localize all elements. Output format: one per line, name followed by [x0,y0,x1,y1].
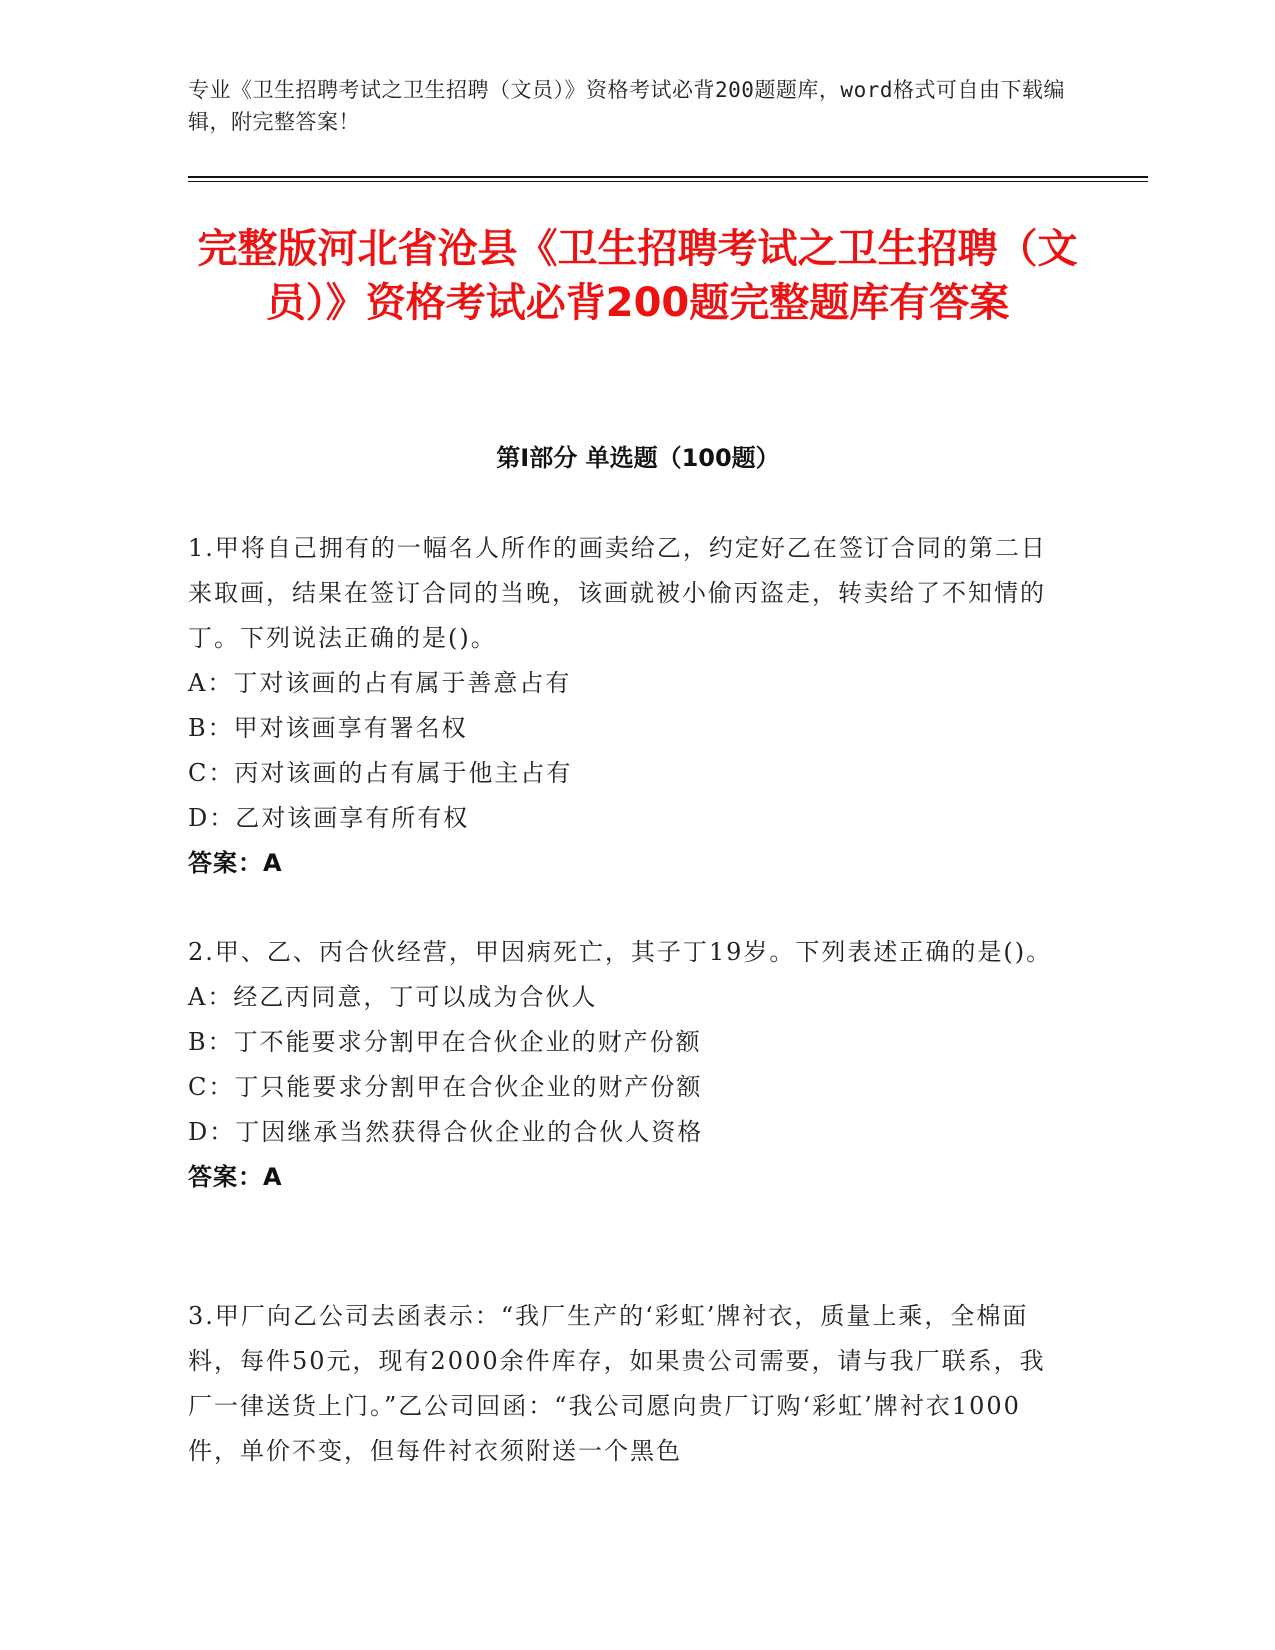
option-a: A：丁对该画的占有属于善意占有 [188,669,572,697]
option-c: C：丙对该画的占有属于他主占有 [188,759,573,787]
header-note: 专业《卫生招聘考试之卫生招聘（文员）》资格考试必背200题题库，word格式可自由下载编辑，附完整答案！ [188,78,1065,134]
option-b: B：丁不能要求分割甲在合伙企业的财产份额 [188,1028,702,1056]
answer-line: 答案：A [188,849,283,877]
question-item [188,930,1068,1200]
option-b: B：甲对该画享有署名权 [188,714,468,742]
question-text: 3.甲厂向乙公司去函表示：“我厂生产的‘彩虹’牌衬衣，质量上乘，全棉面料，每件50元，现有2000余件库存，如果贵公司需要，请与我厂联系，我厂一律送货上门。”乙公司回函：“我公司愿向贵厂订购‘彩虹’牌衬衣1000件，单价不变，但每件衬衣须附送一个黑色 [188,1302,1046,1465]
document-title: 完整版河北省沧县《卫生招聘考试之卫生招聘（文员）》资格考试必背200题完整题库有答案 [197,226,1078,326]
option-d: D：丁因继承当然获得合伙企业的合伙人资格 [188,1118,704,1146]
question-item [188,526,1068,886]
question-item [188,1294,1068,1474]
option-d: D：乙对该画享有所有权 [188,804,470,832]
option-a: A：经乙丙同意，丁可以成为合伙人 [188,983,598,1011]
question-text: 1.甲将自己拥有的一幅名人所作的画卖给乙，约定好乙在签订合同的第二日来取画，结果在签订合同的当晚，该画就被小偷丙盗走，转卖给了不知情的丁。下列说法正确的是()。 [188,534,1047,652]
header-divider-thin [188,181,1148,182]
option-c: C：丁只能要求分割甲在合伙企业的财产份额 [188,1073,703,1101]
section-heading: 第Ⅰ部分 单选题（100题） [496,444,780,472]
header-divider [188,176,1148,178]
answer-line: 答案：A [188,1163,283,1191]
question-text: 2.甲、乙、丙合伙经营，甲因病死亡，其子丁19岁。下列表述正确的是()。 [188,938,1053,966]
